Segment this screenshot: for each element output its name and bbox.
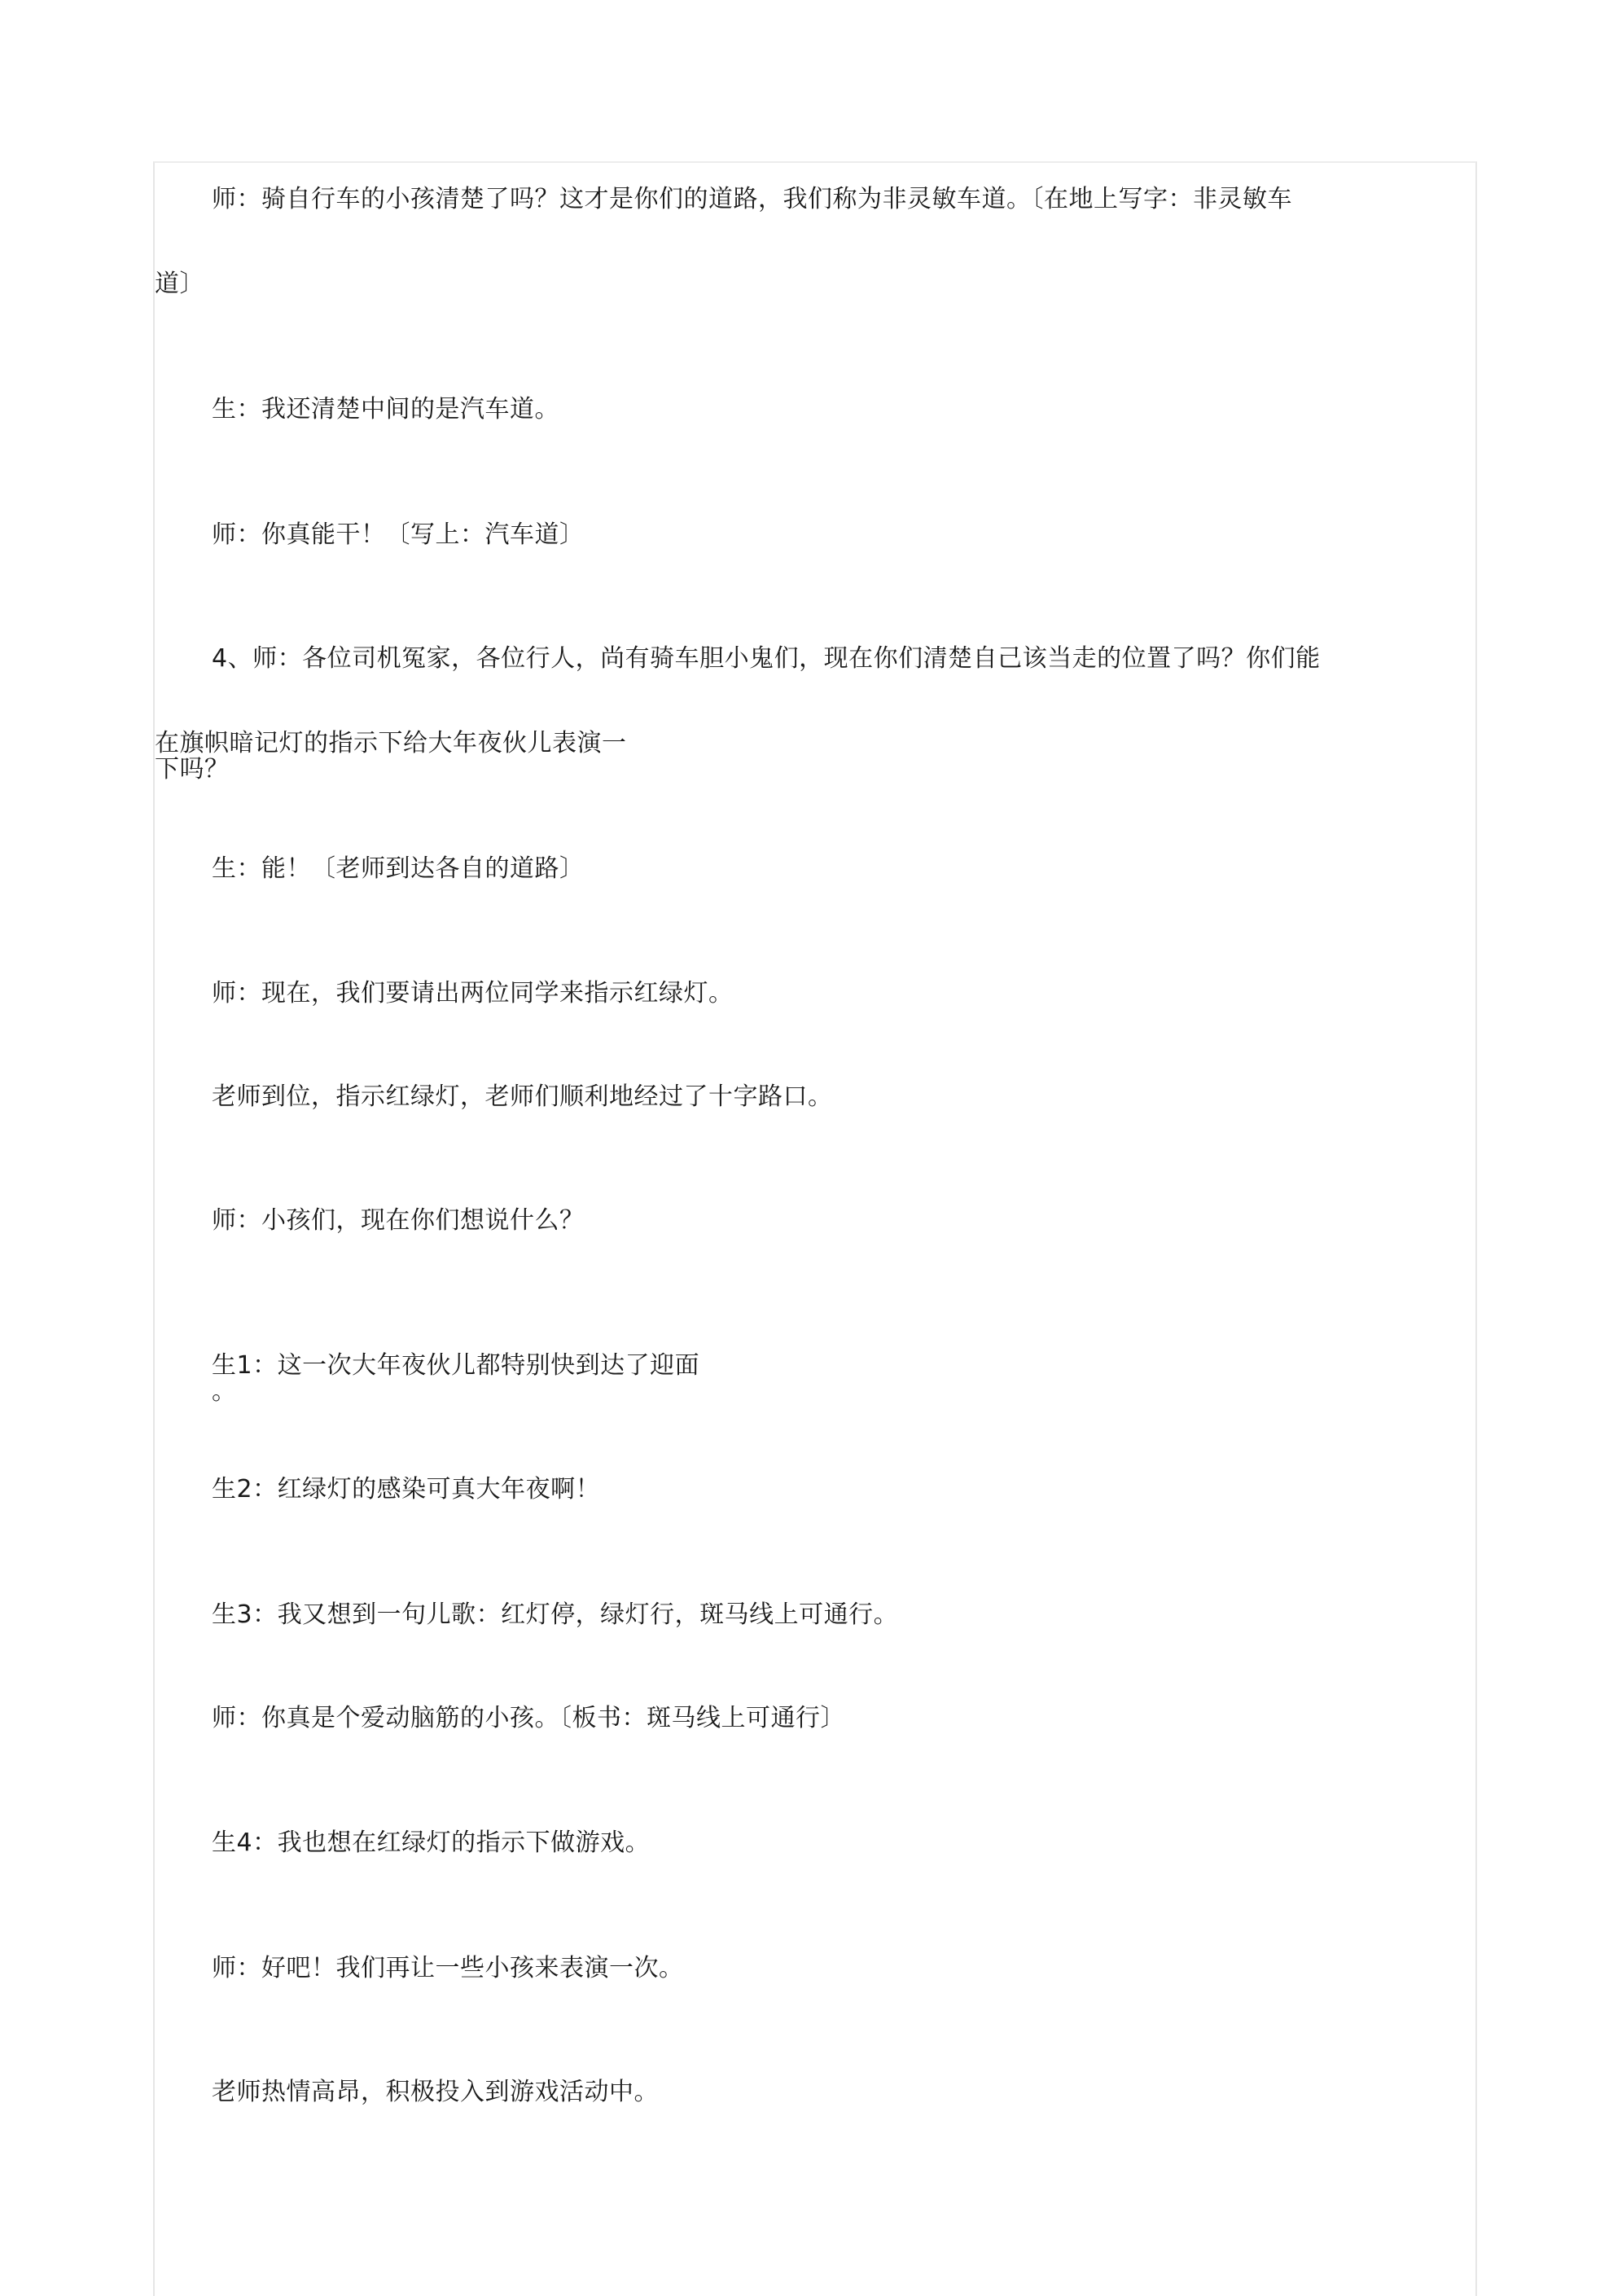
paragraph-line: 老师热情高昂，积极投入到游戏活动中。: [212, 2078, 659, 2106]
paragraph-line: 老师到位，指示红绿灯，老师们顺利地经过了十字路口。: [212, 1082, 833, 1111]
paragraph-line: 生4：我也想在红绿灯的指示下做游戏。: [212, 1828, 651, 1857]
paragraph-line: 在旗帜暗记灯的指示下给大年夜伙儿表演一: [155, 729, 627, 757]
paragraph-line: 师：骑自行车的小孩清楚了吗？这才是你们的道路，我们称为非灵敏车道。〔在地上写字：非灵敏车: [212, 185, 1292, 213]
paragraph-line: 生3：我又想到一句儿歌：红灯停，绿灯行，斑马线上可通行。: [212, 1600, 899, 1629]
paragraph-line: 师：现在，我们要请出两位同学来指示红绿灯。: [212, 979, 734, 1008]
paragraph-line: 道〕: [155, 270, 204, 298]
paragraph-line: 师：好吧！我们再让一些小孩来表演一次。: [212, 1954, 684, 1982]
paragraph-line: 生：能！〔老师到达各自的道路〕: [212, 854, 585, 883]
paragraph-line: 生1：这一次大年夜伙儿都特别快到达了迎面: [212, 1351, 700, 1380]
paragraph-line: 生2：红绿灯的感染可真大年夜啊！: [212, 1475, 601, 1504]
paragraph-line: 生：我还清楚中间的是汽车道。: [212, 395, 559, 424]
paragraph-line: 师：你真能干！〔写上：汽车道〕: [212, 520, 585, 549]
paragraph-line: 4、师：各位司机冤家，各位行人，尚有骑车胆小鬼们，现在你们清楚自己该当走的位置了吗？你们能: [212, 644, 1321, 673]
paragraph-line: 师：你真是个爱动脑筋的小孩。〔板书：斑马线上可通行〕: [212, 1704, 845, 1732]
paragraph-line: 师：小孩们，现在你们想说什么？: [212, 1206, 585, 1235]
paragraph-line: 。: [212, 1377, 237, 1406]
paragraph-line: 下吗？: [155, 755, 230, 784]
